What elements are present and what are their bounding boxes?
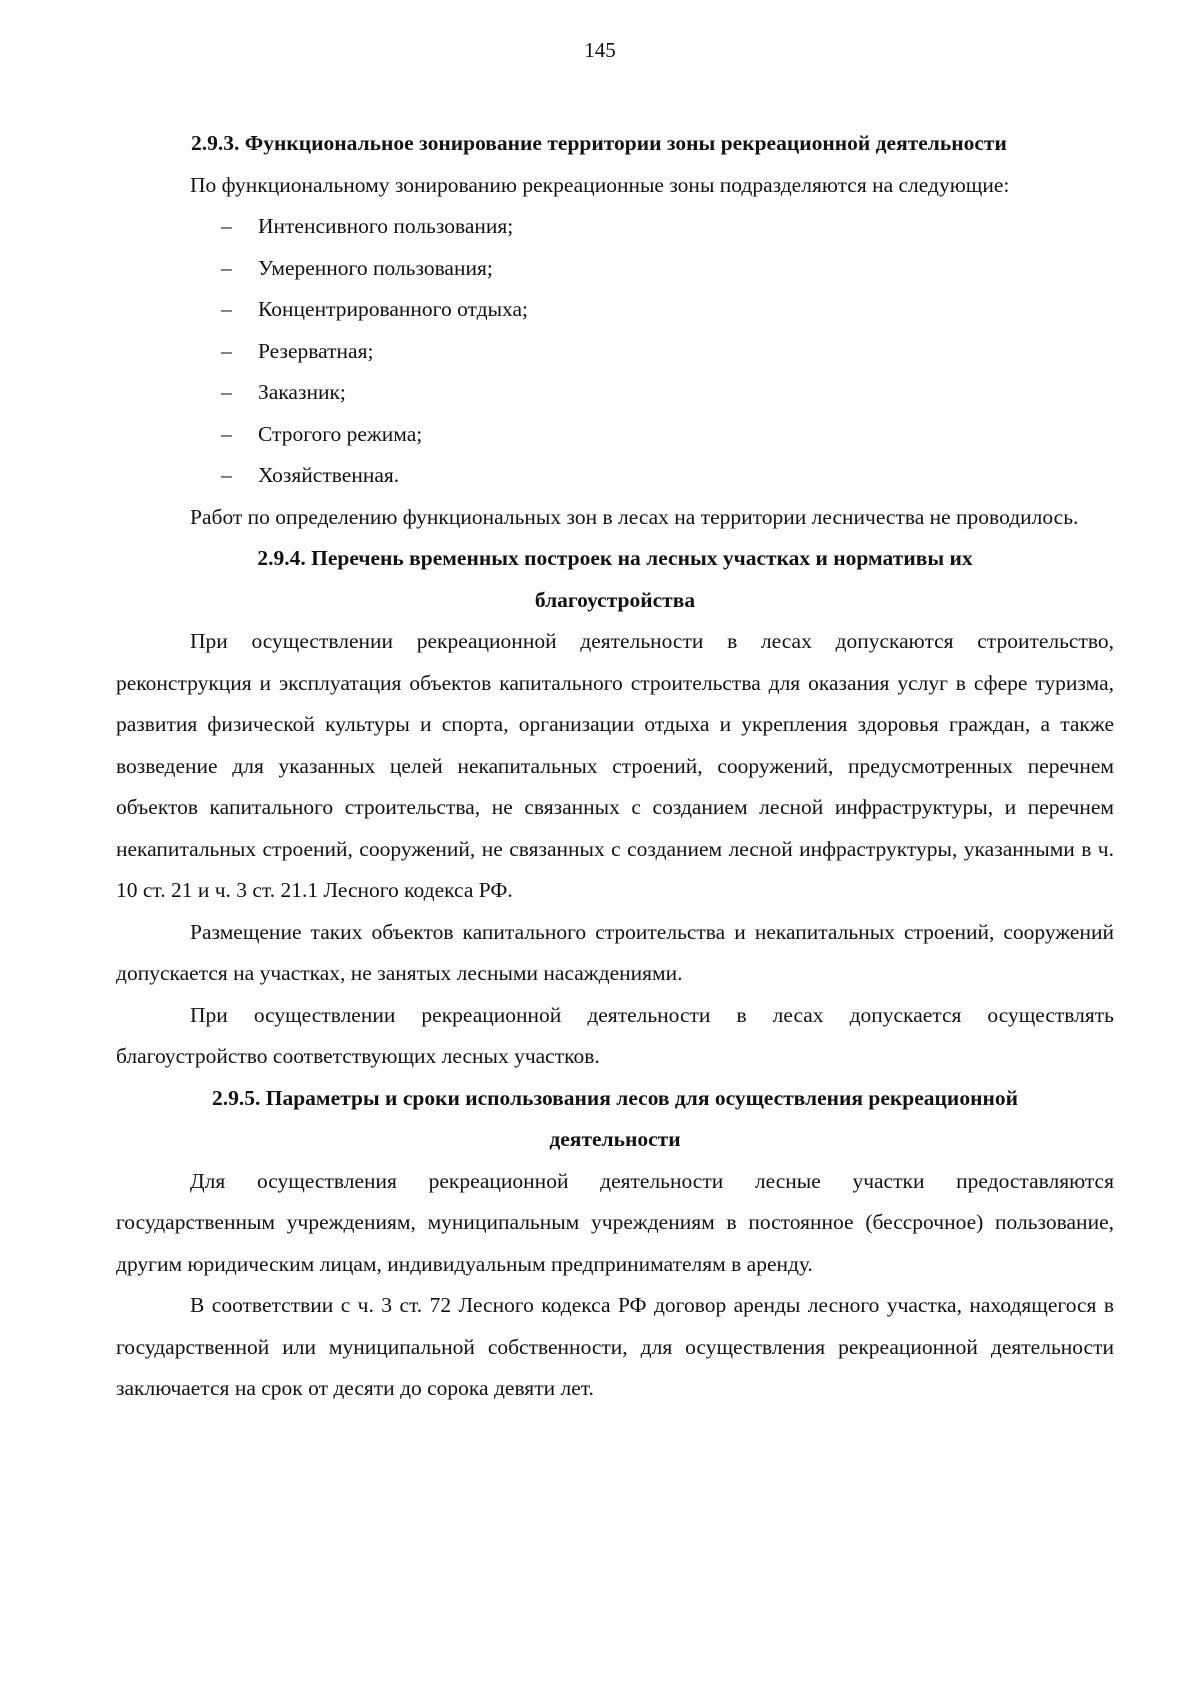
list-item-text: Интенсивного пользования; — [258, 214, 514, 238]
page-number: 145 — [584, 38, 616, 62]
list-item — [116, 331, 1114, 373]
list-item-text: Концентрированного отдыха; — [258, 297, 529, 321]
list-item-text: Резерватная; — [258, 338, 374, 363]
list-item — [116, 372, 1114, 414]
paragraph: Работ по определению функциональных зон в лесах на территории лесничества не проводилось. — [190, 504, 1079, 529]
section-2-9-4 — [116, 538, 1114, 1078]
list-item — [116, 289, 1114, 331]
list-item-text: Умеренного пользования; — [258, 255, 493, 280]
section-heading: 2.9.4. Перечень временных построек на лесных участках и нормативы их благоустройства — [257, 546, 973, 612]
paragraph: При осуществлении рекреационной деятельности в лесах допускаются строительство, реконструкция и эксплуатация объектов капитального строительства для оказания услуг в сфере туризма, развития физической культуры и спорта, организации отдыха и укрепления здоровья граждан, а также возведение для указанных целей некапитальных строений, сооружений, предусмотренных перечнем объектов капитального строительства, не связанных с созданием лесной инфраструктуры, и перечнем некапитальных строений, сооружений, не связанных с созданием лесной инфраструктуры, указанными в ч. 10 ст. 21 и ч. 3 ст. 21.1 Лесного кодекса РФ. — [116, 629, 1114, 902]
list-marker: – — [221, 338, 232, 363]
list-marker: – — [221, 463, 232, 487]
section-2-9-5 — [116, 1078, 1114, 1410]
list-item — [116, 455, 1114, 497]
section-heading: 2.9.3. Функциональное зонирование территории зоны рекреационной деятельности — [191, 131, 1007, 155]
paragraph: Размещение таких объектов капитального строительства и некапитальных строений, сооружений допускается на участках, не занятых лесными насаждениями. — [116, 919, 1114, 985]
zone-list — [116, 206, 1114, 497]
paragraph: По функциональному зонированию рекреационные зоны подразделяются на следующие: — [190, 172, 1010, 197]
list-item — [116, 414, 1114, 456]
list-marker: – — [221, 297, 232, 321]
paragraph: В соответствии с ч. 3 ст. 72 Лесного кодекса РФ договор аренды лесного участка, находящегося в государственной или муниципальной собственности, для осуществления рекреационной деятельности заключается на срок от десяти до сорока девяти лет. — [116, 1293, 1114, 1400]
list-item — [116, 248, 1114, 290]
list-item-text: Заказник; — [258, 380, 346, 404]
section-2-9-3 — [116, 123, 1114, 538]
list-marker: – — [221, 421, 232, 446]
paragraph: Для осуществления рекреационной деятельности лесные участки предоставляются государственным учреждениям, муниципальным учреждениям в постоянное (бессрочное) пользование, другим юридическим лицам, индивидуальным предпринимателям в аренду. — [116, 1168, 1114, 1276]
list-marker: – — [221, 380, 232, 404]
list-marker: – — [221, 255, 232, 280]
list-marker: – — [221, 214, 232, 238]
list-item-text: Хозяйственная. — [258, 463, 400, 487]
list-item-text: Строгого режима; — [258, 421, 423, 446]
paragraph: При осуществлении рекреационной деятельности в лесах допускается осуществлять благоустройство соответствующих лесных участков. — [116, 1002, 1114, 1068]
list-item — [116, 206, 1114, 248]
page-content — [116, 123, 1114, 1410]
section-heading: 2.9.5. Параметры и сроки использования лесов для осуществления рекреационной деятельности — [212, 1085, 1018, 1151]
